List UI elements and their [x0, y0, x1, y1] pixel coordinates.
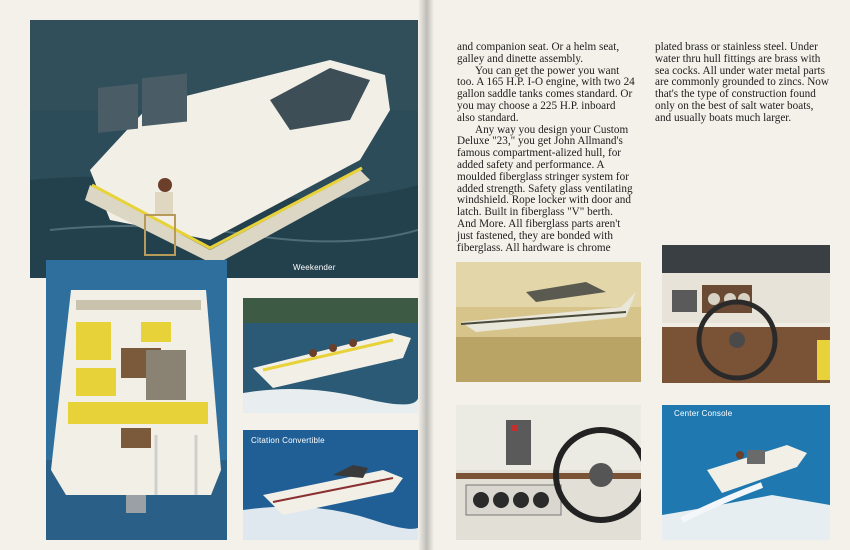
body-paragraph: plated brass or stainless steel. Under water thru hull fittings are brass with sea cocks. All under water metal parts are commonly grounded to zincs. Now that's the type of construction found only on the best of salt water boats, and usually boats much larger. [655, 41, 829, 124]
weekender-photo [30, 20, 418, 278]
controls-dashboard-photo [456, 405, 641, 540]
citation-caption: Citation Convertible [251, 436, 325, 445]
text-column-1 [457, 42, 635, 254]
cruiser-sunset-photo [456, 262, 641, 382]
center-console-photo [662, 405, 830, 540]
page-gutter [418, 0, 434, 550]
citation-convertible-photo [243, 430, 418, 540]
cockpit-yellow-photo [46, 260, 227, 540]
helm-dashboard-photo [662, 245, 830, 383]
text-column-2 [655, 42, 830, 125]
body-paragraph: Any way you design your Custom Deluxe "23," you get John Allmand's famous compartment-alized hull, for added safety and performance. A moulded fiberglass stringer system for added strength. Safety glass ventilating windshield. Rope locker with door and latch. Built in fiberglass "V" berth. [457, 123, 633, 219]
center-console-caption: Center Console [674, 409, 733, 418]
body-paragraph: and companion seat. Or a helm seat, galley and dinette assembly. [457, 41, 620, 65]
weekender-caption: Weekender [293, 263, 336, 272]
body-paragraph: You can get the power you want too. A 165 H.P. I-O engine, with two 24 gallon saddle tanks comes standard. Or you may choose a 225 H.P. inboard also standard. [457, 64, 635, 124]
passengers-boat-photo [243, 298, 418, 413]
body-paragraph: And More. All fiberglass parts aren't just fastened, they are bonded with fiberglass. All hardware is chrome [457, 217, 621, 254]
right-page [425, 0, 850, 550]
